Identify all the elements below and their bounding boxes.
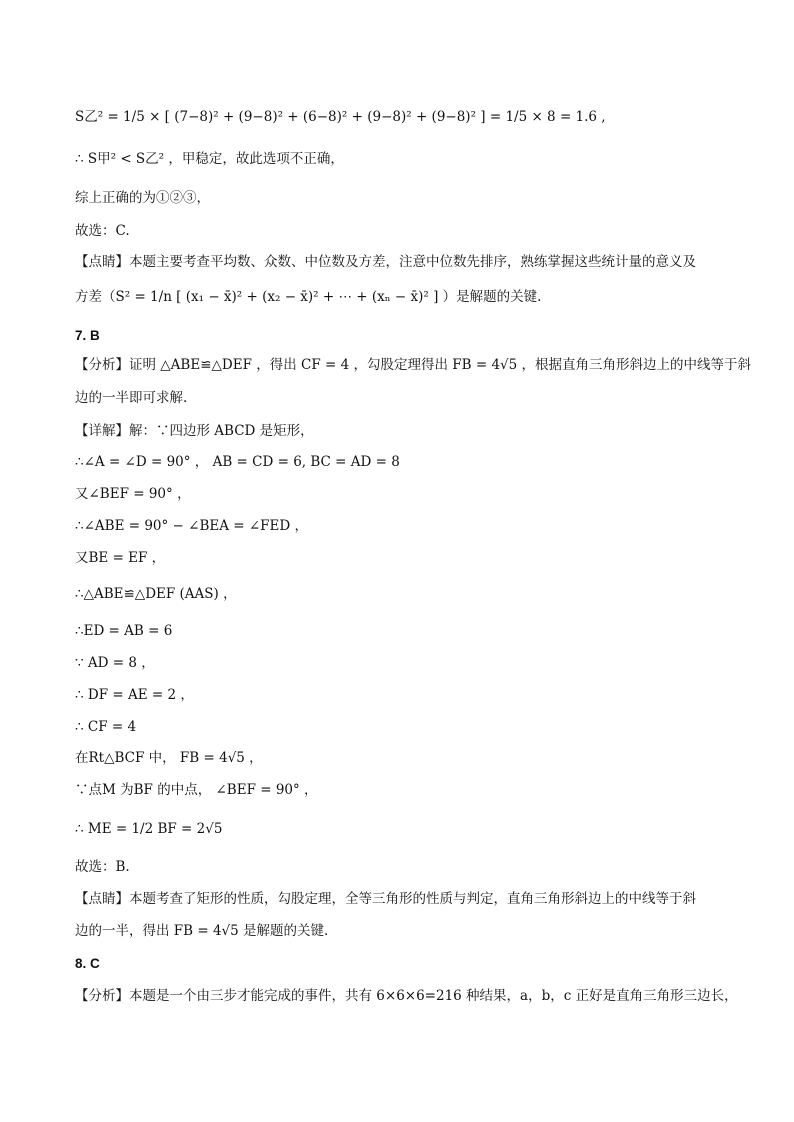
analysis-line-8a: 【分析】本题是一个由三步才能完成的事件，共有 6×6×6=216 种结果，a，b，c 正好是直角三角形三边长， [75, 988, 738, 1004]
comment-line-6b: 方差（S² = 1/n [ (x₁ − x̄)² + (x₂ − x̄)² + ⋯ + (xₙ − x̄)² ] ）是解题的关键. [75, 289, 542, 305]
comment-line-7b: 边的一半，得出 FB = 4√5 是解题的关键. [75, 923, 329, 939]
detail-line-1: 【详解】解：∵四边形 ABCD 是矩形， [75, 423, 314, 439]
answer-line-7: 故选：B. [75, 859, 130, 875]
question-7-heading: 7. B [75, 328, 100, 343]
detail-line-2: ∴∠A = ∠D = 90° ， AB = CD = 6, BC = AD = 8 [75, 454, 400, 470]
detail-line-6: ∴△ABE≌△DEF (AAS) ， [75, 586, 237, 602]
detail-line-5: 又BE = EF ， [75, 550, 166, 566]
analysis-line-7a: 【分析】证明 △ABE≌△DEF ，得出 CF = 4 ，勾股定理得出 FB = 4√5 ，根据直角三角形斜边上的中线等于斜 [75, 357, 752, 373]
detail-line-10: ∴ CF = 4 [75, 719, 137, 735]
detail-line-11: 在Rt△BCF 中， FB = 4√5 ， [75, 750, 263, 766]
detail-line-9: ∴ DF = AE = 2 ， [75, 687, 194, 703]
detail-line-4: ∴∠ABE = 90° − ∠BEA = ∠FED ， [75, 518, 309, 534]
variance-yi-equation: S乙² = 1/5 × [ (7−8)² + (9−8)² + (6−8)² + (9−8)² + (9−8)² ] = 1/5 × 8 = 1.6 , [75, 109, 606, 125]
comment-line-7a: 【点睛】本题考查了矩形的性质，勾股定理，全等三角形的性质与判定，直角三角形斜边上的中线等于斜 [75, 891, 696, 907]
detail-line-3: 又∠BEF = 90° ， [75, 486, 191, 502]
comment-line-6a: 【点睛】本题主要考查平均数、众数、中位数及方差，注意中位数先排序，熟练掌握这些统计量的意义及 [75, 254, 696, 270]
detail-line-8: ∵ AD = 8 ， [75, 655, 155, 671]
answer-line-6: 故选：C. [75, 223, 130, 239]
detail-line-12: ∵点M 为BF 的中点， ∠BEF = 90° ， [75, 782, 318, 798]
summary-line: 综上正确的为①②③， [75, 190, 210, 206]
question-8-heading: 8. C [75, 956, 100, 971]
comparison-line: ∴ S甲² < S乙² ，甲稳定，故此选项不正确， [75, 151, 344, 167]
analysis-line-7b: 边的一半即可求解. [75, 390, 188, 406]
detail-line-7: ∴ED = AB = 6 [75, 623, 173, 639]
detail-line-13: ∴ ME = 1/2 BF = 2√5 [75, 821, 223, 837]
